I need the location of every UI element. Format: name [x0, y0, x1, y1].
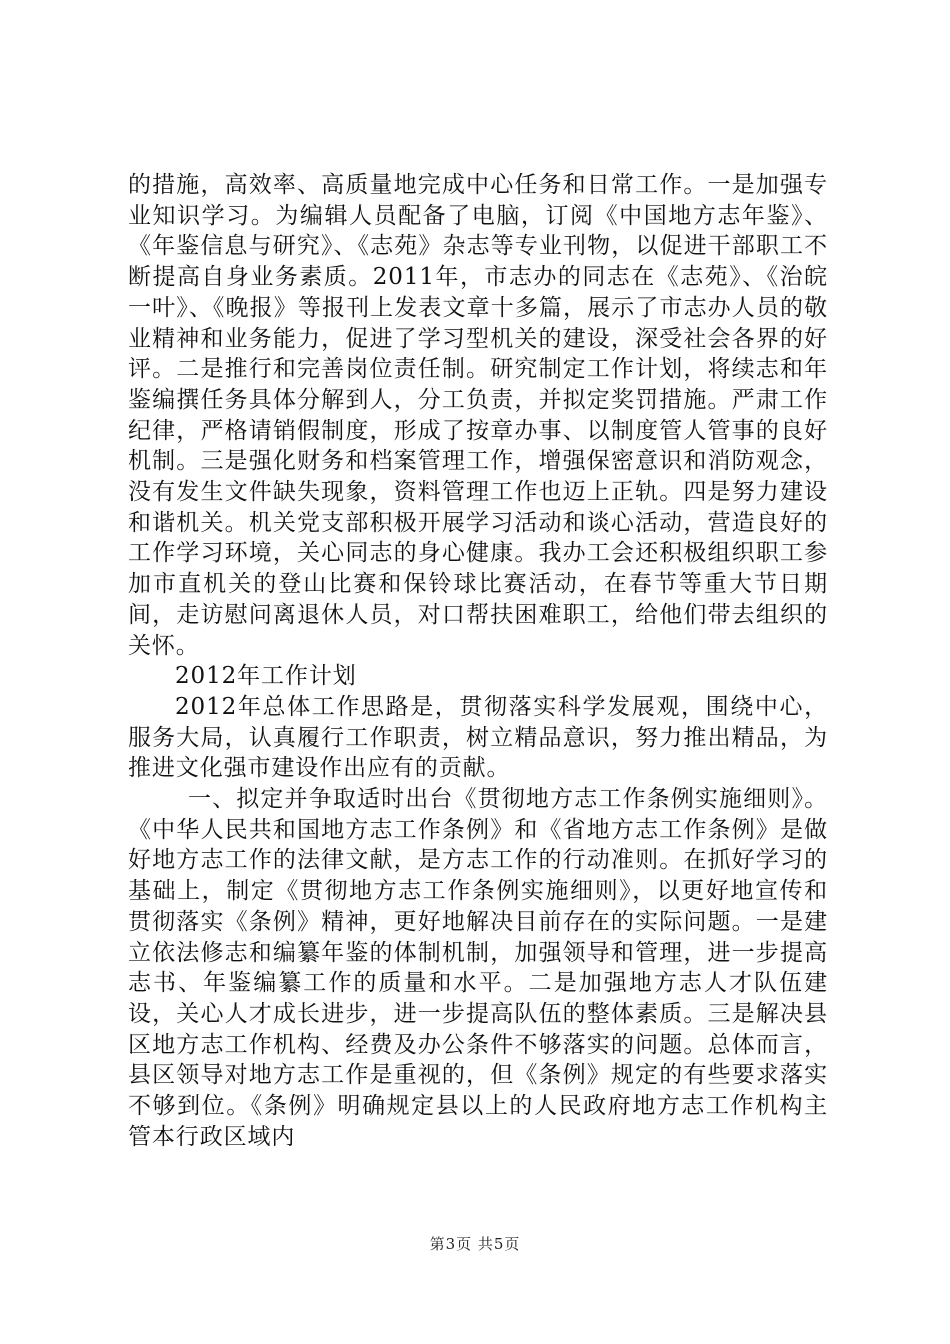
section-heading-2012-plan: 2012年工作计划	[175, 663, 357, 690]
paragraph-2012-overall-approach: 2012年总体工作思路是，贯彻落实科学发展观，围绕中心，服务大局，认真履行工作职责，树立精品意识，努力推出精品，为推进文化强市建设作出应有的贡献。	[128, 693, 828, 782]
page-number-footer: 第3页 共5页	[429, 1235, 521, 1253]
paragraph-item-one-regulations: 一、拟定并争取适时出台《贯彻地方志工作条例实施细则》。《中华人民共和国地方志工作条例》和《省地方志工作条例》是做好地方志工作的法律文献，是方志工作的行动准则。在抓好学习的基础上，制定《贯彻地方志工作条例实施细则》，以更好地宣传和贯彻落实《条例》精神，更好地解决目前存在的实际问题。一是建立依法修志和编纂年鉴的体制机制，加强领导和管理，进一步提高志书、年鉴编纂工作的质量和水平。二是加强地方志人才队伍建设，关心人才成长进步，进一步提高队伍的整体素质。三是解决县区地方志工作机构、经费及办公条件不够落实的问题。总体而言，县区领导对地方志工作是重视的，但《条例》规定的有些要求落实不够到位。《条例》明确规定县以上的人民政府地方志工作机构主管本行政区域内	[128, 786, 828, 1150]
document-body	[128, 170, 828, 1153]
paragraph-work-measures: 的措施，高效率、高质量地完成中心任务和日常工作。一是加强专业知识学习。为编辑人员配备了电脑，订阅《中国地方志年鉴》、《年鉴信息与研究》、《志苑》杂志等专业刊物，以促进干部职工不断提高自身业务素质。2011年，市志办的同志在《志苑》、《治皖一叶》、《晚报》等报刊上发表文章十多篇，展示了市志办人员的敬业精神和业务能力，促进了学习型机关的建设，深受社会各界的好评。二是推行和完善岗位责任制。研究制定工作计划，将续志和年鉴编撰任务具体分解到人，分工负责，并拟定奖罚措施。严肃工作纪律，严格请销假制度，形成了按章办事、以制度管人管事的良好机制。三是强化财务和档案管理工作，增强保密意识和消防观念，没有发生文件缺失现象，资料管理工作也迈上正轨。四是努力建设和谐机关。机关党支部积极开展学习活动和谈心活动，营造良好的工作学习环境，关心同志的身心健康。我办工会还积极组织职工参加市直机关的登山比赛和保铃球比赛活动，在春节等重大节日期间，走访慰问离退休人员，对口帮扶困难职工，给他们带去组织的关怀。	[128, 172, 828, 659]
